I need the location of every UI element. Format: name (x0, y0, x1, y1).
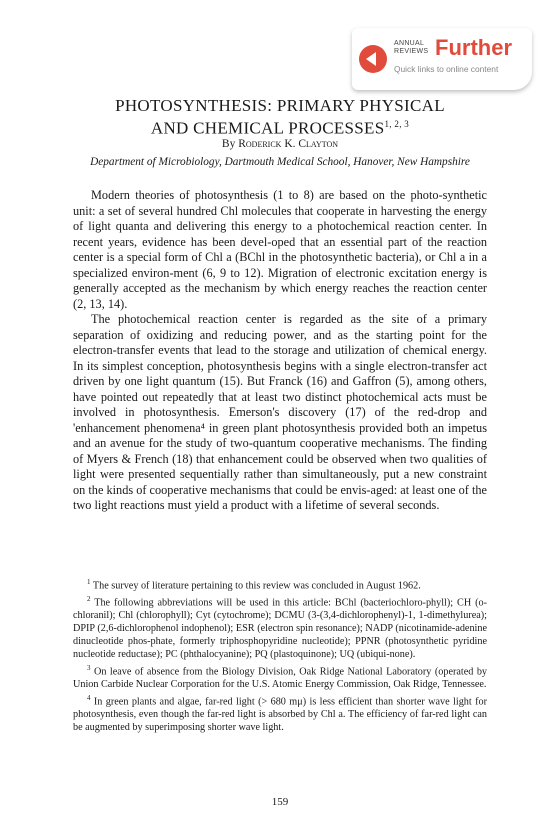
page-number: 159 (271, 796, 289, 808)
article-body (73, 188, 487, 514)
footnote-1: $^1$ The survey of literature pertaining to this review was concluded in August 1962. (87, 578, 421, 592)
title-footnote-marks: 1, 2, 3 (384, 119, 410, 129)
footnote-2: $^2$ The following abbreviations will be used in this article: BChl (bacteriochloro-phyll); CH (o-chloranil); Chl (chlorophyll); Cyt (cytochrome); DCMU (3-(3,4-dichlorophenyl)-1, 1-dimethylurea); DPIP (2,6-dichlorophenol indophenol); ESR (electron spin resonance); NADP (nicotinamide-adenine dinucleotide phos-phate, formerly triphosphopyridine nucleotide); PPNR (photosynthetic pyridine nucleotide reductase); PC (phthalocyanine); PQ (plastoquinone); UQ (ubiqui-none). (73, 595, 487, 660)
annual-reviews-logo-text: ANNUAL REVIEWS (394, 40, 429, 55)
further-label: Further (435, 35, 512, 60)
article-title-line-1: PHOTOSYNTHESIS: PRIMARY PHYSICAL (115, 96, 445, 115)
footnotes (73, 576, 487, 734)
article-title-line-2: AND CHEMICAL PROCESSES$^{1, 2, 3}$ (150, 118, 410, 138)
author-affiliation: Department of Microbiology, Dartmouth Medical School, Hanover, New Hampshire (90, 156, 470, 168)
paragraph-1: Modern theories of photosynthesis (1 to 8) are based on the photo-synthetic unit: a set of several hundred Chl molecules that cooperate in harvesting the energy of light quanta and delivering this energy to a photochemical reaction center. In recent years, evidence has been devel-oped that an essential part of the reaction center is a special form of Chl a (BChl in the photosynthetic bacteria), or Chl a in a specialized environ-ment (6, 9 to 12). Migration of electronic excitation energy is generally accepted as the mechanism by which energy reaches the reaction center (2, 13, 14). (73, 188, 487, 311)
further-badge[interactable] (352, 28, 532, 90)
paragraph-2: The photochemical reaction center is regarded as the site of a primary separation of oxidizing and reducing power, and as the starting point for the electron-transfer events that lead to the storage and utilization of chemical energy. In its simplest conception, photosynthesis begins with a single electron-transfer act driven by one light quantum (15). But Franck (16) and Gaffron (5), among others, have pointed out repeatedly that at least two distinct photochemical acts must be involved in photosynthesis. Emerson's discovery (17) of the red-drop and 'enhancement phenomena⁴ in green plant photosynthesis provided both an impetus and an avenue for the study of two-quantum cooperative mechanisms. The finding of Myers & French (18) that enhancement could be observed when two qualities of light were presented sequentially rather than simultaneously, put a new constraint on the kinds of cooperative mechanisms that could be envis-aged: at least one of the two light reactions must yield a product with a lifetime of several seconds. (73, 312, 487, 512)
further-tagline: Quick links to online content (394, 64, 499, 74)
author-name: Roderick K. Clayton (238, 138, 339, 150)
footnote-4: $^4$ In green plants and algae, far-red light (> 680 mμ) is less efficient than shorter wave light for photosynthesis, even though the far-red light is absorbed by Chl a. The efficiency of far-red light can be augmented by superimposing shorter wave light. (73, 693, 488, 733)
footnote-3: $^3$ On leave of absence from the Biology Division, Oak Ridge National Laboratory (operated by Union Carbide Nuclear Corporation for the U.S. Atomic Energy Commission, Oak Ridge, Tennessee. (73, 663, 488, 690)
further-arrow-icon (359, 45, 387, 73)
author-byline: By Roderick K. Clayton (221, 138, 339, 150)
